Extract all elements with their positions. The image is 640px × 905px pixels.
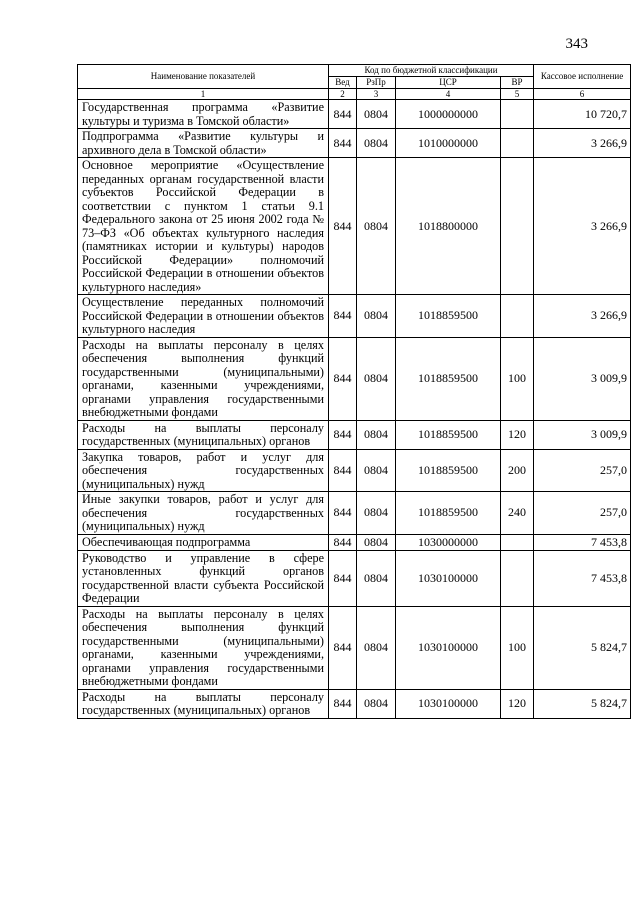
row-vr: 240	[501, 492, 534, 535]
table-row	[78, 534, 631, 550]
column-number: 1	[78, 89, 329, 100]
row-ved: 844	[329, 689, 357, 718]
row-vr: 100	[501, 337, 534, 420]
row-amount: 7 453,8	[534, 534, 631, 550]
column-number: 5	[501, 89, 534, 100]
row-vr	[501, 100, 534, 129]
header-cash-execution: Кассовое исполнение	[534, 65, 631, 89]
column-number: 3	[357, 89, 396, 100]
table-row	[78, 420, 631, 449]
table-row	[78, 606, 631, 689]
row-rzpr: 0804	[357, 295, 396, 338]
row-ved: 844	[329, 100, 357, 129]
row-csr: 1030100000	[396, 550, 501, 606]
row-vr	[501, 295, 534, 338]
header-budget-code: Код по бюджетной классификации	[329, 65, 534, 77]
header-rzpr: РзПр	[357, 77, 396, 89]
table-row	[78, 158, 631, 295]
column-number: 2	[329, 89, 357, 100]
row-name: Иные закупки товаров, работ и услуг для обеспечения государственных (муниципальных) нужд	[78, 492, 329, 535]
row-csr: 1018859500	[396, 492, 501, 535]
row-rzpr: 0804	[357, 492, 396, 535]
row-vr	[501, 129, 534, 158]
row-rzpr: 0804	[357, 449, 396, 492]
row-amount: 3 009,9	[534, 337, 631, 420]
row-rzpr: 0804	[357, 606, 396, 689]
row-name: Руководство и управление в сфере установленных функций органов государственной власти субъекта Российской Федерации	[78, 550, 329, 606]
row-amount: 3 266,9	[534, 129, 631, 158]
row-csr: 1030100000	[396, 689, 501, 718]
table-row	[78, 129, 631, 158]
table-row	[78, 449, 631, 492]
table-row	[78, 337, 631, 420]
row-rzpr: 0804	[357, 550, 396, 606]
row-ved: 844	[329, 420, 357, 449]
row-amount: 5 824,7	[534, 606, 631, 689]
table-row	[78, 295, 631, 338]
row-ved: 844	[329, 158, 357, 295]
row-amount: 3 266,9	[534, 295, 631, 338]
column-number: 6	[534, 89, 631, 100]
row-ved: 844	[329, 606, 357, 689]
table-row	[78, 492, 631, 535]
table-header	[78, 65, 631, 100]
row-rzpr: 0804	[357, 129, 396, 158]
row-name: Расходы на выплаты персоналу в целях обеспечения выполнения функций государственными (муниципальными) органами, казенными учреждениями, органами управления государственными внебюджетными фондами	[78, 337, 329, 420]
row-csr: 1018859500	[396, 295, 501, 338]
row-csr: 1018859500	[396, 449, 501, 492]
row-ved: 844	[329, 449, 357, 492]
row-name: Государственная программа «Развитие культуры и туризма в Томской области»	[78, 100, 329, 129]
row-vr	[501, 534, 534, 550]
row-vr: 100	[501, 606, 534, 689]
row-amount: 5 824,7	[534, 689, 631, 718]
row-amount: 10 720,7	[534, 100, 631, 129]
row-ved: 844	[329, 534, 357, 550]
row-rzpr: 0804	[357, 337, 396, 420]
table-body	[78, 100, 631, 719]
row-name: Основное мероприятие «Осуществление переданных органам государственной власти субъектов Российской Федерации в соответствии с пунктом 1 статьи 9.1 Федерального закона от 25 июня 2002 года № 73–ФЗ «Об объектах культурного наследия (памятниках истории и культуры) народов Российской Федерации» полномочий Российской Федерации в отношении объектов культурного наследия»	[78, 158, 329, 295]
row-ved: 844	[329, 550, 357, 606]
row-csr: 1000000000	[396, 100, 501, 129]
row-name: Подпрограмма «Развитие культуры и архивного дела в Томской области»	[78, 129, 329, 158]
header-csr: ЦСР	[396, 77, 501, 89]
row-name: Осуществление переданных полномочий Российской Федерации в отношении объектов культурного наследия	[78, 295, 329, 338]
row-vr	[501, 158, 534, 295]
table-row	[78, 689, 631, 718]
row-amount: 3 266,9	[534, 158, 631, 295]
row-name: Расходы на выплаты персоналу государственных (муниципальных) органов	[78, 689, 329, 718]
row-amount: 257,0	[534, 492, 631, 535]
row-csr: 1018859500	[396, 420, 501, 449]
row-vr	[501, 550, 534, 606]
header-vr: ВР	[501, 77, 534, 89]
row-vr: 120	[501, 420, 534, 449]
row-name: Закупка товаров, работ и услуг для обеспечения государственных (муниципальных) нужд	[78, 449, 329, 492]
row-name: Расходы на выплаты персоналу в целях обеспечения выполнения функций государственными (муниципальными) органами, казенными учреждениями, органами управления государственными внебюджетными фондами	[78, 606, 329, 689]
row-csr: 1030100000	[396, 606, 501, 689]
page-number: 343	[565, 36, 588, 52]
row-rzpr: 0804	[357, 420, 396, 449]
row-ved: 844	[329, 337, 357, 420]
row-name: Расходы на выплаты персоналу государственных (муниципальных) органов	[78, 420, 329, 449]
row-ved: 844	[329, 492, 357, 535]
row-csr: 1010000000	[396, 129, 501, 158]
row-ved: 844	[329, 295, 357, 338]
header-ved: Вед	[329, 77, 357, 89]
row-amount: 257,0	[534, 449, 631, 492]
row-name: Обеспечивающая подпрограмма	[78, 534, 329, 550]
row-rzpr: 0804	[357, 158, 396, 295]
row-rzpr: 0804	[357, 534, 396, 550]
table-row	[78, 100, 631, 129]
row-amount: 7 453,8	[534, 550, 631, 606]
row-csr: 1030000000	[396, 534, 501, 550]
table-row	[78, 550, 631, 606]
row-vr: 200	[501, 449, 534, 492]
row-rzpr: 0804	[357, 100, 396, 129]
row-amount: 3 009,9	[534, 420, 631, 449]
row-csr: 1018859500	[396, 337, 501, 420]
column-number: 4	[396, 89, 501, 100]
row-csr: 1018800000	[396, 158, 501, 295]
header-name: Наименование показателей	[78, 65, 329, 89]
row-rzpr: 0804	[357, 689, 396, 718]
budget-table	[77, 64, 631, 719]
row-vr: 120	[501, 689, 534, 718]
row-ved: 844	[329, 129, 357, 158]
